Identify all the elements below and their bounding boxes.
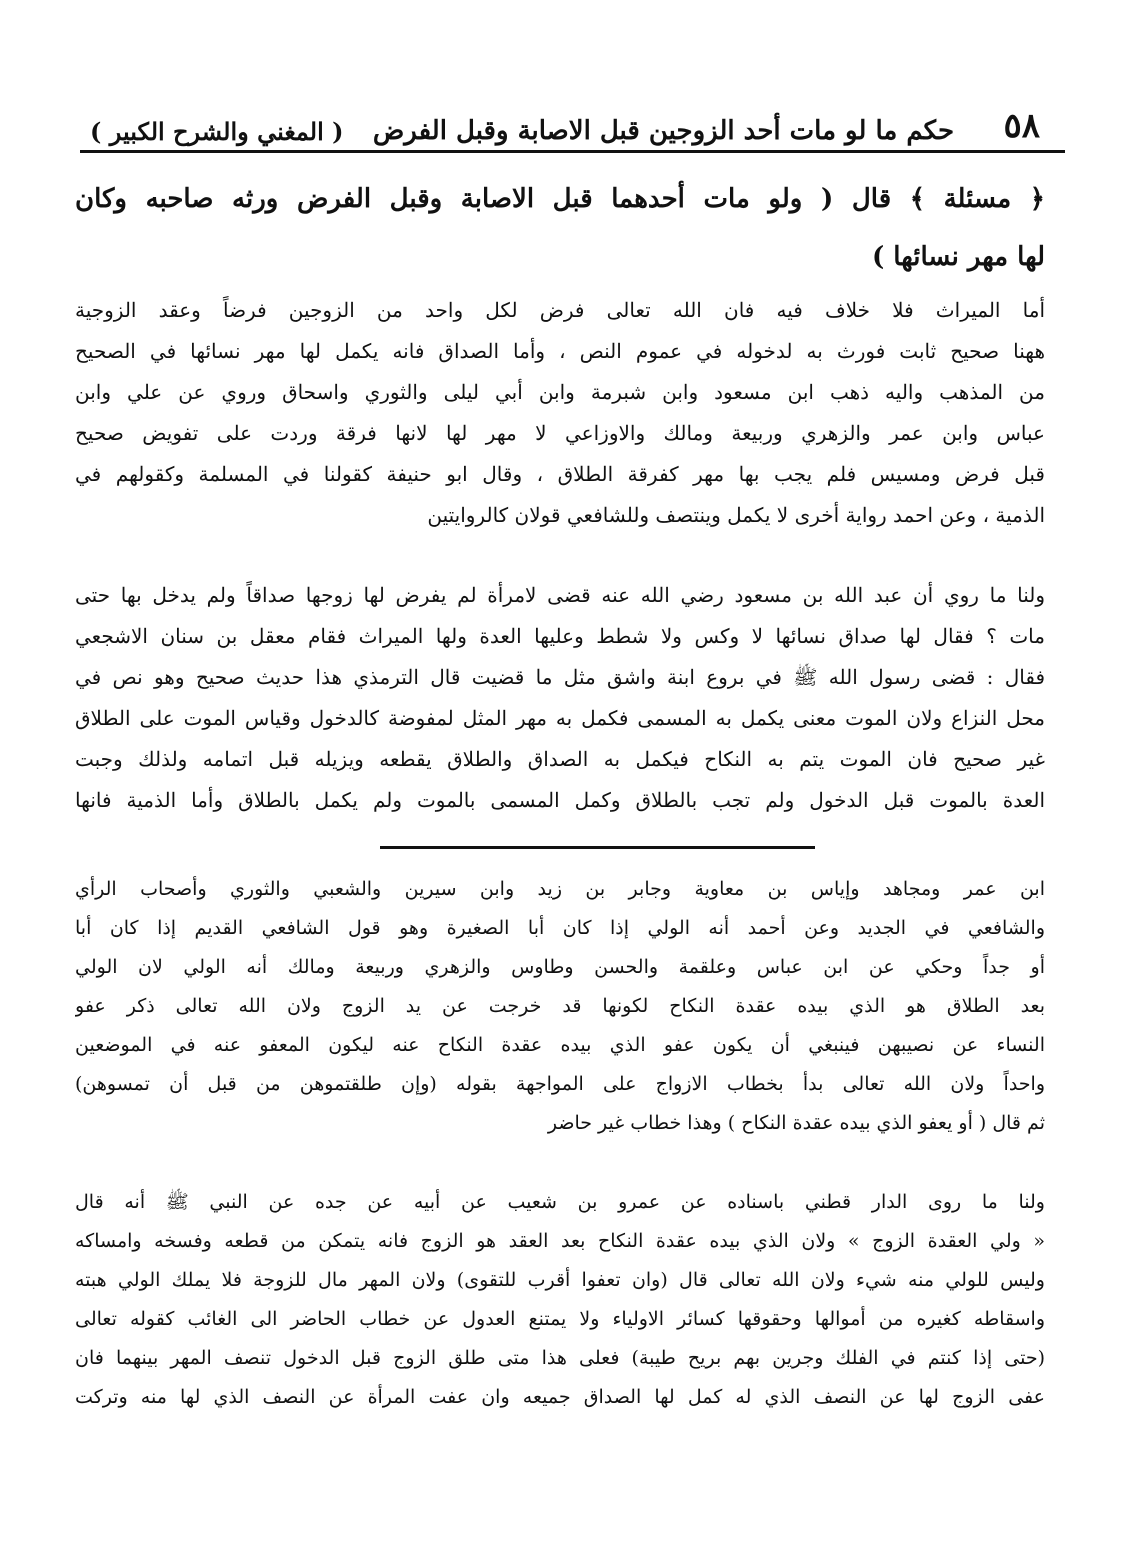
text-line: عباس وابن عمر والزهري وربيعة ومالك والاوزاعي لا مهر لها لانها فرقة وردت على تفويض صحيح (75, 421, 1045, 445)
text-line: أما الميراث فلا خلاف فيه فان الله تعالى فرض لكل واحد من الزوجين فرضاً وعقد الزوجية (75, 298, 1045, 322)
chapter-title: حكم ما لو مات أحد الزوجين قبل الاصابة وقبل الفرض (372, 116, 955, 146)
issue-statement (75, 170, 1045, 286)
footnote-divider (380, 846, 815, 849)
text-line: ابن عمر ومجاهد وإياس بن معاوية وجابر بن زيد وابن سيرين والشعبي والثوري وأصحاب الرأي (75, 878, 1045, 900)
commentary-paragraph (75, 290, 1045, 536)
issue-line: لها مهر نسائها ) (871, 242, 1045, 272)
text-line: النساء عن نصيبهن فينبغي أن يكون عفو الذي بيده عقدة النكاح عنه ليكون المعفو عنه في الموضعين (75, 1034, 1045, 1056)
text-line: فقال : قضى رسول الله ﷺ في بروع ابنة واشق مثل ما قضيت قال الترمذي هذا حديث صحيح وهو نص في (75, 665, 1045, 689)
text-line: محل النزاع ولان الموت معنى يكمل به المسمى فكمل به مهر المثل لمفوضة كالدخول وقياس الموت على الطلاق (75, 706, 1045, 730)
text-line: عفى الزوج لها عن النصف الذي له كمل لها الصداق جميعه وان عفت المرأة عن النصف الذي لها منه وتركت (75, 1386, 1045, 1408)
text-line: والشافعي في الجديد وعن أحمد أنه الولي إذا كان أبا الصغيرة وهو قول الشافعي القديم إذا كان أبا (75, 917, 1045, 939)
text-line: واحداً ولان الله تعالى بدأ بخطاب الازواج على المواجهة بقوله (وإن طلقتموهن من قبل أن تمسوهن) (75, 1073, 1045, 1095)
header-divider (80, 150, 1065, 153)
text-line: وليس للولي منه شيء ولان الله تعالى قال (وان تعفوا أقرب للتقوى) ولان المهر مال للزوجة فلا يملك الولي هبته (75, 1269, 1045, 1291)
text-line: (حتى إذا كنتم في الفلك وجرين بهم بريح طيبة) فعلى هذا متى طلق الزوج قبل الدخول تنصف المهر بينهما فان (75, 1347, 1045, 1369)
lower-section-paragraph (75, 1183, 1045, 1417)
text-line: ولنا ما روي أن عبد الله بن مسعود رضي الله عنه قضى لامرأة لم يفرض لها زوجها صداقاً ولم يدخل بها حتى (75, 583, 1045, 607)
text-line: « ولي العقدة الزوج » ولان الذي بيده عقدة النكاح بعد العقد هو الزوج فانه يتمكن من قطعه وفسخه وامساكه (75, 1230, 1045, 1252)
text-line: بعد الطلاق هو الذي بيده عقدة النكاح لكونها قد خرجت عن يد الزوج ولان الله تعالى ذكر عفو (75, 995, 1045, 1017)
text-line: ولنا ما روى الدار قطني باسناده عن عمرو بن شعيب عن أبيه عن جده عن النبي ﷺ أنه قال (75, 1191, 1045, 1213)
text-line: واسقاطه كغيره من أموالها وحقوقها كسائر الاولياء ولا يمتنع العدول عن خطاب الحاضر الى الغائب كقوله تعالى (75, 1308, 1045, 1330)
text-line: الذمية ، وعن احمد رواية أخرى لا يكمل وينتصف وللشافعي قولان كالروايتين (427, 503, 1045, 527)
page-number: ٥٨ (1003, 106, 1040, 146)
text-line: العدة بالموت قبل الدخول ولم تجب بالطلاق وكمل المسمى بالموت ولم يكمل بالطلاق وأما الذمية فانها (75, 788, 1045, 812)
commentary-paragraph (75, 575, 1045, 821)
text-line: مات ؟ فقال لها صداق نسائها لا وكس ولا شطط وعليها العدة ولها الميراث فقام معقل بن سنان الاشجعي (75, 624, 1045, 648)
text-line: من المذهب واليه ذهب ابن مسعود وابن شبرمة وابن أبي ليلى والثوري واسحاق وروي عن علي وابن (75, 380, 1045, 404)
text-line: قبل فرض ومسيس فلم يجب بها مهر كفرقة الطلاق ، وقال ابو حنيفة كقولنا في المسلمة وكقولهم في (75, 462, 1045, 486)
text-line: غير صحيح فان الموت يتم به النكاح فيكمل به الصداق والطلاق يقطعه ويزيله قبل اتمامه ولذلك وجبت (75, 747, 1045, 771)
text-line: ههنا صحيح ثابت فورث به لدخوله في عموم النص ، وأما الصداق فانه يكمل لها مهر نسائها في الصحيح (75, 339, 1045, 363)
text-line: أو جداً وحكي عن ابن عباس وعلقمة والحسن وطاوس والزهري وربيعة ومالك أنه الولي لان الولي (75, 956, 1045, 978)
issue-line: ﴿ مسئلة ﴾ قال ( ولو مات أحدهما قبل الاصابة وقبل الفرض ورثه صاحبه وكان (75, 184, 1045, 214)
lower-section-paragraph (75, 870, 1045, 1143)
book-title: ( المغني والشرح الكبير ) (90, 117, 344, 146)
page-header (90, 88, 1040, 146)
text-line: ثم قال ( أو يعفو الذي بيده عقدة النكاح ) وهذا خطاب غير حاضر (547, 1112, 1045, 1134)
